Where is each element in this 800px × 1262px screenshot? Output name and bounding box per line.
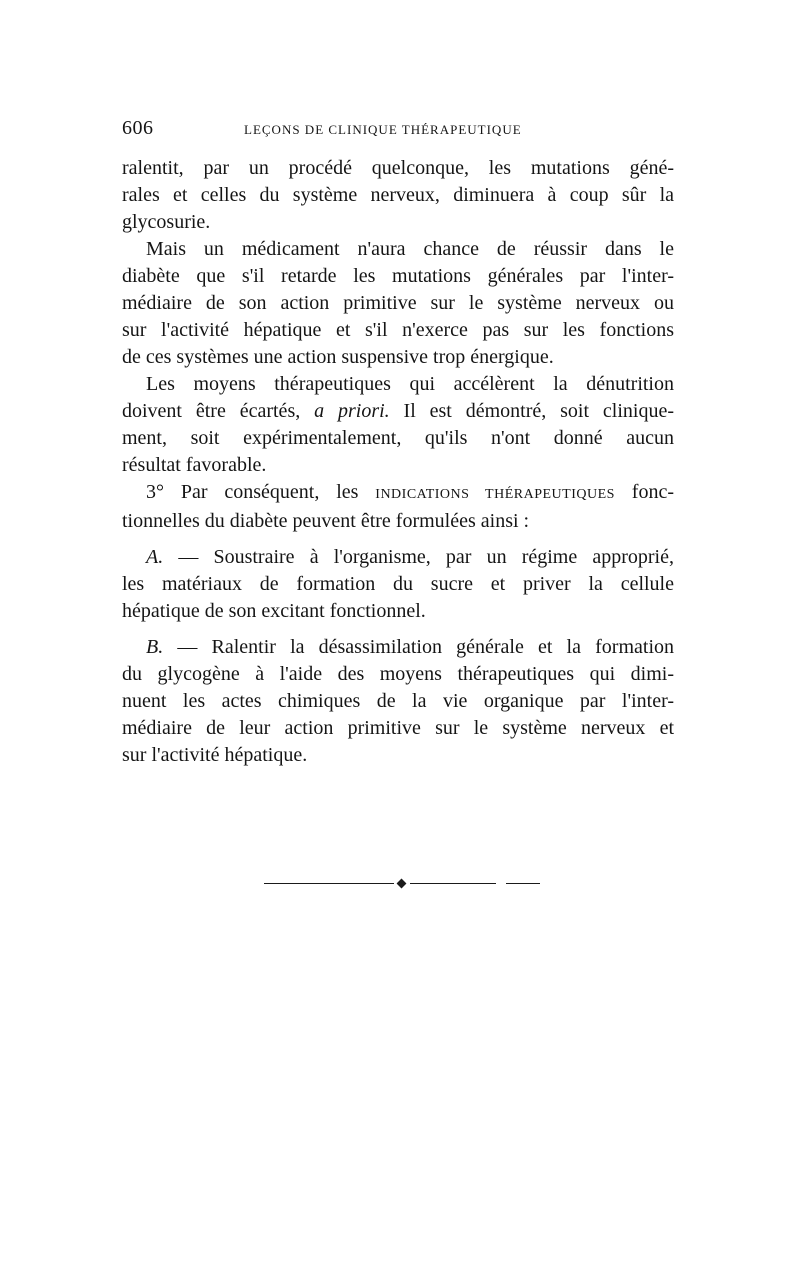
text-line: nuent les actes chimiques de la vie organique par l'inter-	[122, 690, 674, 712]
text-line	[122, 479, 674, 508]
text-line	[122, 634, 674, 661]
end-ornament-divider	[264, 880, 540, 888]
text-run: — Soustraire à l'organisme, par un régime approprié,	[163, 546, 674, 568]
text-line: les matériaux de formation du sucre et priver la cellule	[122, 573, 674, 595]
text-run: doivent être écartés,	[122, 400, 315, 422]
text-line: Les moyens thérapeutiques qui accélèrent la dénutrition	[146, 373, 674, 395]
text-run: Il est démontré, soit clinique-	[389, 400, 674, 422]
paragraph-2	[122, 236, 674, 371]
divider-rule	[506, 883, 540, 884]
small-caps-phrase: INDICATIONS THÉRAPEUTIQUES	[375, 487, 615, 502]
page-header	[122, 117, 674, 143]
text-line: ment, soit expérimentalement, qu'ils n'ont donné aucun	[122, 427, 674, 449]
text-line: diabète que s'il retarde les mutations générales par l'inter-	[122, 265, 674, 287]
text-line: médiaire de son action primitive sur le système nerveux ou	[122, 292, 674, 314]
text-run: — Ralentir la désassimilation générale et la formation	[163, 636, 674, 658]
italic-phrase: a priori.	[314, 400, 390, 422]
text-line: résultat favorable.	[122, 454, 267, 476]
text-line: sur l'activité hépatique.	[122, 744, 308, 766]
text-run: 3° Par conséquent, les	[146, 481, 376, 503]
text-line: médiaire de leur action primitive sur le système nerveux et	[122, 717, 674, 739]
item-label: A.	[146, 546, 164, 568]
text-line: rales et celles du système nerveux, diminuera à coup sûr la	[122, 184, 674, 206]
item-a	[122, 544, 674, 625]
item-label: B.	[146, 636, 164, 658]
running-title: LEÇONS DE CLINIQUE THÉRAPEUTIQUE	[244, 122, 522, 137]
page-number: 606	[122, 117, 154, 139]
text-run: fonc-	[614, 481, 674, 503]
text-line: tionnelles du diabète peuvent être formulées ainsi :	[122, 510, 530, 532]
text-line: Mais un médicament n'aura chance de réussir dans le	[146, 238, 674, 260]
text-line	[122, 398, 674, 425]
divider-rule	[410, 883, 496, 884]
item-b	[122, 634, 674, 769]
paragraph-3	[122, 371, 674, 479]
diamond-ornament-icon	[397, 879, 407, 889]
divider-rule	[264, 883, 394, 884]
text-line: ralentit, par un procédé quelconque, les mutations géné-	[122, 157, 674, 179]
text-line: glycosurie.	[122, 211, 211, 233]
text-line: hépatique de son excitant fonctionnel.	[122, 600, 426, 622]
text-line: du glycogène à l'aide des moyens thérapeutiques qui dimi-	[122, 663, 674, 685]
text-line: sur l'activité hépatique et s'il n'exerce pas sur les fonctions	[122, 319, 674, 341]
text-line	[122, 544, 674, 571]
text-line: de ces systèmes une action suspensive trop énergique.	[122, 346, 554, 368]
page-body	[122, 155, 674, 769]
paragraph-4	[122, 479, 674, 535]
paragraph-1	[122, 155, 674, 236]
